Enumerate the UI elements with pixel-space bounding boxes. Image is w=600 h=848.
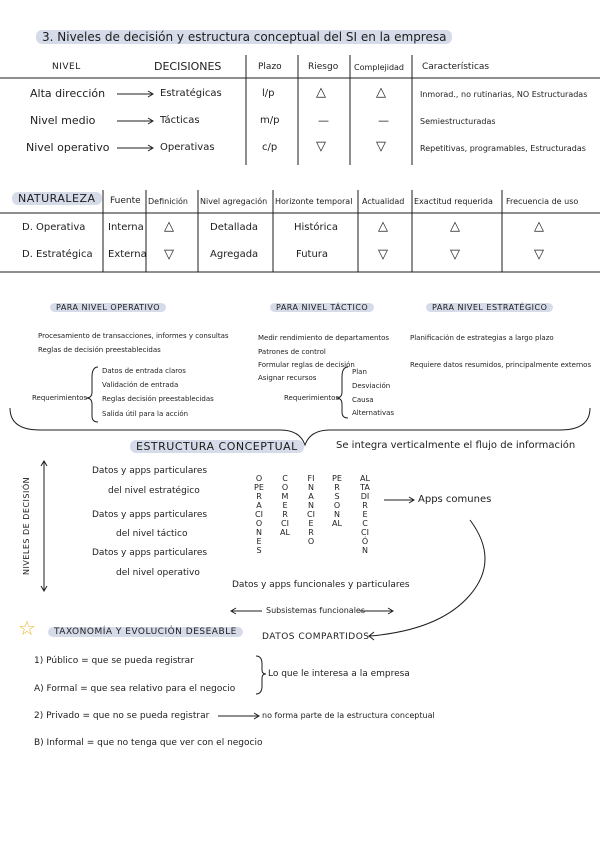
- row-horizonte: Futura: [296, 249, 329, 260]
- level-data-line: Datos y apps particulares: [92, 510, 208, 520]
- row-decision: Operativas: [160, 142, 215, 153]
- row-riesgo: ▽: [316, 139, 326, 154]
- note-line: Medir rendimiento de departamentos: [258, 334, 390, 342]
- taxonomy-item: B) Informal = que no tenga que ver con el negocio: [34, 738, 263, 748]
- requirement-item: Reglas decisión preestablecidas: [102, 395, 214, 403]
- note-line: Requiere datos resumidos, principalmente externos: [410, 361, 592, 369]
- section-title: PARA NIVEL TÁCTICO: [270, 303, 374, 312]
- column-financiero: FINANCIERO: [307, 474, 315, 546]
- note-line: Reglas de decisión preestablecidas: [38, 346, 161, 354]
- row-caracteristicas: Semiestructuradas: [420, 117, 496, 126]
- row-actualidad: ▽: [378, 247, 388, 262]
- col-header-agregacion: Nivel agregación: [200, 197, 268, 206]
- row-nivel: Nivel operativo: [26, 141, 110, 154]
- row-decision: Estratégicas: [160, 88, 222, 99]
- col-header-complejidad: Complejidad: [354, 63, 404, 72]
- row-nivel: Nivel medio: [30, 114, 96, 127]
- note-line: Formular reglas de decisión: [258, 361, 355, 369]
- row-complejidad: ▽: [376, 139, 386, 154]
- row-agregacion: Detallada: [210, 222, 259, 233]
- column-operaciones: OPERACIONES: [254, 474, 264, 555]
- row-definicion: △: [164, 219, 174, 234]
- column-comercial: COMERCIAL: [280, 474, 290, 537]
- row-frecuencia: △: [534, 219, 544, 234]
- requirement-item: Salida útil para la acción: [102, 410, 189, 418]
- level-data-line: del nivel estratégico: [108, 486, 200, 496]
- brace-note: Lo que le interesa a la empresa: [268, 669, 410, 679]
- row-nivel: Alta dirección: [30, 87, 106, 100]
- row-definicion: ▽: [164, 247, 174, 262]
- niveles-decision-label: NIVELES DE DECISIÓN: [22, 476, 31, 575]
- taxonomy-item: 1) Público = que se pueda registrar: [34, 656, 194, 666]
- apps-comunes-label: Apps comunes: [418, 494, 492, 505]
- level-data-line: del nivel táctico: [116, 529, 188, 539]
- row-fuente: Interna: [108, 222, 144, 233]
- row-riesgo: —: [318, 114, 329, 127]
- col-header-horizonte: Horizonte temporal: [275, 197, 353, 206]
- requirement-item: Desviación: [352, 382, 391, 390]
- star-icon: ☆: [18, 616, 36, 640]
- col-header-exactitud: Exactitud requerida: [414, 197, 493, 206]
- row-actualidad: △: [378, 219, 388, 234]
- row-riesgo: △: [316, 85, 326, 100]
- col-header-fuente: Fuente: [110, 196, 141, 206]
- row-plazo: m/p: [260, 115, 280, 126]
- row-fuente: Externa: [108, 249, 147, 260]
- row-naturaleza: D. Operativa: [22, 222, 86, 233]
- section-title: PARA NIVEL OPERATIVO: [50, 303, 166, 312]
- row-decision: Tácticas: [160, 115, 200, 126]
- level-data-line: Datos y apps particulares: [92, 466, 208, 476]
- subsystems-label: Subsistemas funcionales: [266, 606, 366, 615]
- taxonomy-item: 2) Privado = que no se pueda registrar: [34, 711, 210, 721]
- col-header-riesgo: Riesgo: [308, 62, 339, 72]
- col-header-plazo: Plazo: [258, 62, 282, 72]
- row-plazo: l/p: [262, 88, 275, 99]
- requirements-label: Requerimientos: [32, 394, 88, 402]
- requirement-item: Alternativas: [352, 409, 395, 417]
- note-line: Asignar recursos: [258, 374, 317, 382]
- note-line: Procesamiento de transacciones, informes y consultas: [38, 332, 229, 340]
- requirement-item: Datos de entrada claros: [102, 367, 186, 375]
- requirement-item: Validación de entrada: [102, 381, 179, 389]
- requirement-item: Plan: [352, 368, 367, 376]
- level-data-line: Datos y apps particulares: [92, 548, 208, 558]
- row-exactitud: ▽: [450, 247, 460, 262]
- row-agregacion: Agregada: [210, 249, 259, 260]
- col-header-caracteristicas: Características: [422, 62, 490, 72]
- level-data-line: del nivel operativo: [116, 568, 200, 578]
- requirements-label: Requerimientos: [284, 394, 340, 402]
- row-complejidad: △: [376, 85, 386, 100]
- row-caracteristicas: Inmorad., no rutinarias, NO Estructuradas: [420, 90, 588, 99]
- note-line: Planificación de estrategias a largo plazo: [410, 334, 554, 342]
- requirement-item: Causa: [352, 396, 374, 404]
- section-title: ESTRUCTURA CONCEPTUAL: [130, 440, 304, 453]
- col-header-nivel: NIVEL: [52, 62, 81, 72]
- column-alta-direccion: ALTA DIRECCIÓN: [360, 474, 370, 555]
- integration-note: Se integra verticalmente el flujo de información: [336, 440, 576, 451]
- page-title: 3. Niveles de decisión y estructura conceptual del SI en la empresa: [36, 30, 452, 44]
- column-personal: PERSONAL: [332, 474, 342, 528]
- row-caracteristicas: Repetitivas, programables, Estructuradas: [420, 144, 586, 153]
- col-header-definicion: Definición: [148, 197, 188, 206]
- col-header-actualidad: Actualidad: [362, 197, 405, 206]
- col-header-naturaleza: NATURALEZA: [12, 192, 102, 205]
- row-naturaleza: D. Estratégica: [22, 249, 93, 260]
- note-line: Patrones de control: [258, 348, 326, 356]
- row-exactitud: △: [450, 219, 460, 234]
- functional-data-label: Datos y apps funcionales y particulares: [232, 580, 410, 590]
- privado-note: no forma parte de la estructura conceptual: [262, 711, 435, 720]
- taxonomy-item: A) Formal = que sea relativo para el negocio: [34, 684, 236, 694]
- row-horizonte: Histórica: [294, 222, 339, 233]
- col-header-decisiones: DECISIONES: [154, 60, 222, 73]
- col-header-frecuencia: Frecuencia de uso: [506, 197, 579, 206]
- shared-data-label: DATOS COMPARTIDOS: [262, 632, 370, 642]
- row-plazo: c/p: [262, 142, 278, 153]
- section-title: TAXONOMÍA Y EVOLUCIÓN DESEABLE: [48, 627, 243, 637]
- section-title: PARA NIVEL ESTRATÉGICO: [426, 303, 553, 312]
- row-complejidad: —: [378, 114, 389, 127]
- row-frecuencia: ▽: [534, 247, 544, 262]
